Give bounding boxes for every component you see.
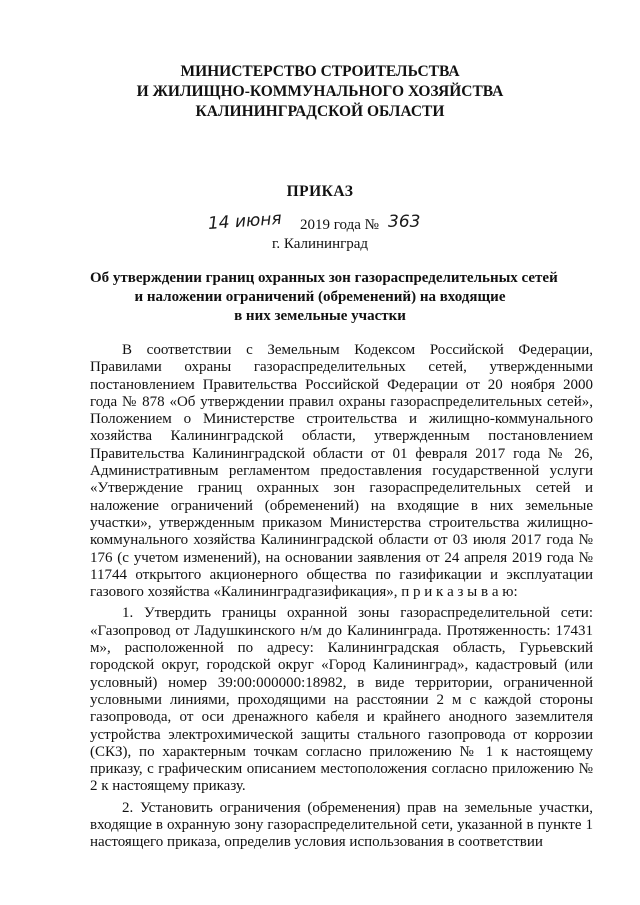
order-city: г. Калининград bbox=[271, 236, 369, 252]
handwritten-order-number: 363 bbox=[388, 212, 421, 232]
body-paragraph-item-1: 1. Утвердить границы охранной зоны газораспределительной сети: «Газопровод от Ладушкинского н/м до Калининграда. Протяженность: 17431 м», расположенной по адресу: Калининградская область, Гурьевский городской округ, городской округ «Город Калининград», кадастровый (или условный) номер 39:00:000000:18982, в виде территории, ограниченной условными линиями, проходящими на расстоянии 2 м с каждой стороны газопровода, от оси дренажного кабеля и крайнего анодного заземлителя устройства электрохимической защиты стального газопровода от коррозии (СКЗ), по характерным точкам согласно приложению № 1 к настоящему приказу, с графическим описанием местоположения согласно приложению № 2 к настоящему приказу. bbox=[90, 605, 593, 795]
body-paragraph-preamble: В соответствии с Земельным Кодексом Российской Федерации, Правилами охраны газораспределительных сетей, утвержденными постановлением Правительства Российской Федерации от 20 ноября 2000 года № 878 «Об утверждении правил охраны газораспределительных сетей», Положением о Министерстве строительства и жилищно-коммунального хозяйства Калининградской области, утвержденным постановлением Правительства Калининградской области от 01 февраля 2017 года № 26, Административным регламентом предоставления государственной услуги «Утверждение границ охранных зон газораспределительных сетей и наложение ограничений (обременений) на входящие в них земельные участки», утвержденным приказом Министерства строительства жилищно-коммунального хозяйства Калининградской области от 03 июля 2017 года № 176 (с учетом изменений), на основании заявления от 24 апреля 2019 года № 11744 открытого акционерного общества по газификации и эксплуатации газового хозяйства «Калининградгазификация», п р и к а з ы в а ю: bbox=[90, 342, 593, 601]
ministry-line-2: И ЖИЛИЩНО-КОММУНАЛЬНОГО ХОЗЯЙСТВА bbox=[136, 83, 504, 100]
ministry-line-1: МИНИСТЕРСТВО СТРОИТЕЛЬСТВА bbox=[180, 63, 460, 80]
order-year-label: 2019 года № bbox=[300, 217, 379, 233]
subject-line-2: и наложении ограничений (обременений) на входящие bbox=[134, 289, 506, 305]
subject-line-3: в них земельные участки bbox=[234, 308, 406, 324]
body-paragraph-item-2: 2. Установить ограничения (обременения) прав на земельные участки, входящие в охранную зону газораспределительной сети, указанной в пункте 1 настоящего приказа, определив условия использования в соответствии bbox=[90, 799, 593, 851]
ministry-line-3: КАЛИНИНГРАДСКОЙ ОБЛАСТИ bbox=[195, 103, 445, 120]
subject-line-1: Об утверждении границ охранных зон газораспределительных сетей bbox=[90, 270, 558, 286]
order-subject bbox=[90, 269, 558, 326]
handwritten-date: 14 июня bbox=[207, 208, 283, 234]
order-title: ПРИКАЗ bbox=[286, 183, 354, 200]
ministry-header bbox=[0, 62, 640, 122]
order-body bbox=[90, 342, 593, 852]
